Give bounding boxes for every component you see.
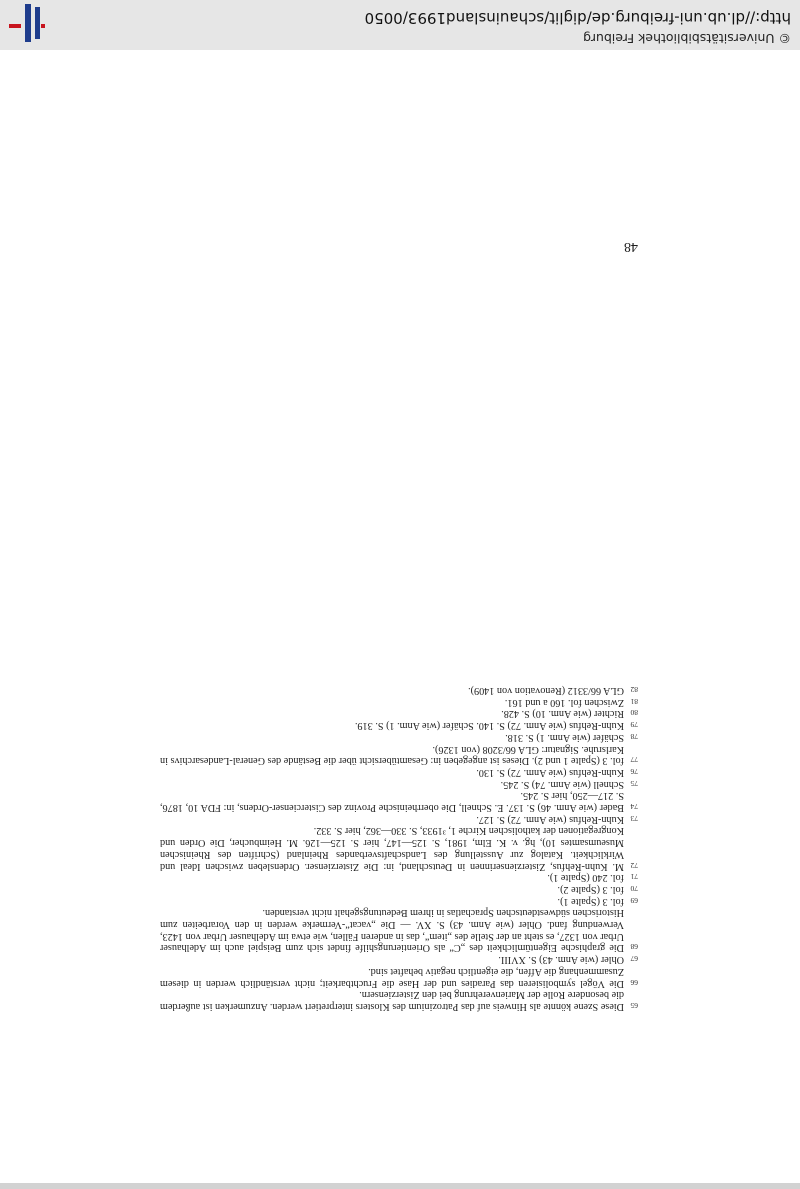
footnote	[160, 684, 638, 696]
footnote-text: fol. 3 (Spalte 2).	[557, 883, 624, 895]
footnote	[160, 895, 638, 907]
footnote-text: fol. 240 (Spalte 1).	[547, 872, 624, 884]
footnote	[160, 883, 638, 895]
footnote	[160, 813, 638, 825]
footnote-number: 69	[630, 895, 638, 905]
footnote-number: 79	[630, 720, 638, 730]
footnote-number: 82	[630, 685, 638, 695]
footnote-text: Schnell (wie Anm. 74) S. 245.	[500, 778, 624, 790]
footnote-number: 66	[630, 977, 638, 987]
copyright-text: © Universitätsbibliothek Freiburg	[583, 31, 791, 46]
footnote	[160, 719, 638, 731]
footnote	[160, 872, 638, 884]
footnote	[160, 731, 638, 743]
bottom-strip	[0, 1183, 800, 1189]
footnote	[160, 743, 638, 766]
footnote-number: 80	[630, 708, 638, 718]
footnote-number: 68	[630, 942, 638, 952]
footnote-number: 81	[630, 696, 638, 706]
footnote	[160, 696, 638, 708]
footnote	[160, 907, 638, 954]
footnote-number: 72	[630, 860, 638, 870]
footnote	[160, 989, 638, 1012]
footnote	[160, 825, 638, 872]
footnote-number: 73	[630, 813, 638, 823]
footnote-number: 71	[630, 872, 638, 882]
footnote	[160, 965, 638, 988]
footnote-number: 75	[630, 778, 638, 788]
footnote-number: 76	[630, 766, 638, 776]
footnote	[160, 778, 638, 790]
university-logo-icon	[8, 3, 48, 43]
footnote-text: Die Vögel symbolisieren das Paradies und der Hase die Fruchtbarkeit; nicht verständlich werden in diesem Zusammenhang die Affen, die eigentlich negativ behaftet sind.	[160, 965, 624, 989]
footnote-text: Diese Szene könnte als Hinweis auf das Patrozinium des Klosters interpretiert werden. Anzumerken ist außerdem die besondere Rolle der Marienverehrung bei den Zisterziensern.	[160, 989, 624, 1012]
footnote-text: Die graphische Eigentümlichkeit des „C“ als Orientierungshilfe findet sich zum Beispiel auch im Adelhauser Urbar von 1327, es steht an der Stelle des „item“, das in anderen Fällen, wie etwa im Adelhauser Urbar von 1423, Verwendung fand. Ohler (wie Anm. 43) S. XV. — Die „vacat“-Vermerke werden in den Vorarbeiten zum Historischen südwestdeutschen Sprachatlas in ihrem Bedeutungsgehalt nicht verstanden.	[160, 907, 624, 954]
footnote-text: fol. 3 (Spalte 1 und 2). Dieses ist angegeben in: Gesamtübersicht über die Bestände des General-Landesarchivs in Karlsruhe. Signatur: GLA 66/3208 (von 1326).	[160, 743, 624, 767]
footnote-text: Bader (wie Anm. 46) S. 137. E. Schnell, Die oberrheinische Provinz des Cistercienser-Ordens, in: FDA 10, 1876, S. 217—250, hier S. 245.	[160, 790, 624, 814]
footnote-number: 65	[630, 1001, 638, 1010]
footnote-text: Schäfer (wie Anm. 1) S. 318.	[505, 731, 624, 743]
footnote-number: 67	[630, 954, 638, 964]
footnote-text: Kuhn-Rehfus (wie Anm. 72) S. 130.	[476, 766, 624, 778]
footnote-text: Ohler (wie Anm. 43) S. XVIII.	[498, 954, 624, 966]
footnote-text: Richter (wie Anm. 10) S. 428.	[501, 708, 624, 720]
footnote-text: Kuhn-Rehfus (wie Anm. 72) S. 140. Schäfer (wie Anm. 1) S. 319.	[354, 720, 624, 732]
footnote	[160, 708, 638, 720]
footnote-text: fol. 3 (Spalte 1).	[557, 895, 624, 907]
footnote	[160, 953, 638, 965]
footnote-text: M. Kuhn-Rehfus, Zisterzienserinnen in Deutschland, in: Die Zisterzienser. Ordensleben zwischen Ideal und Wirklichkeit. Katalog zur Ausstellung des Landschaftsverbandes Rheinland (Schriften des Rheinischen Museumsamtes 10), hg. v. K. Elm, 1981, S. 125—147, hier S. 125—126. M. Heimbucher, Die Orden und Kongregationen der katholischen Kirche 1, ³1933, S. 330—362, hier S. 332.	[160, 825, 624, 872]
footnote	[160, 790, 638, 813]
page-number: 48	[624, 239, 638, 254]
footnote-text: Zwischen fol. 160 a und 161.	[504, 696, 624, 708]
header-band	[0, 0, 800, 50]
footnote-text: Kuhn-Rehfus (wie Anm. 72) S. 127.	[476, 813, 624, 825]
footnote-number: 70	[630, 883, 638, 893]
footnote-number: 78	[630, 731, 638, 741]
footnote-number: 74	[630, 802, 638, 812]
footnote-number: 77	[630, 755, 638, 765]
footnote-text: GLA 66/3312 (Renovation von 1409).	[468, 685, 624, 697]
source-url-link[interactable]: http://dl.ub.uni-freiburg.de/diglit/schauinsland1993/0050	[364, 9, 791, 27]
footnote	[160, 766, 638, 778]
footnotes	[160, 684, 638, 1012]
